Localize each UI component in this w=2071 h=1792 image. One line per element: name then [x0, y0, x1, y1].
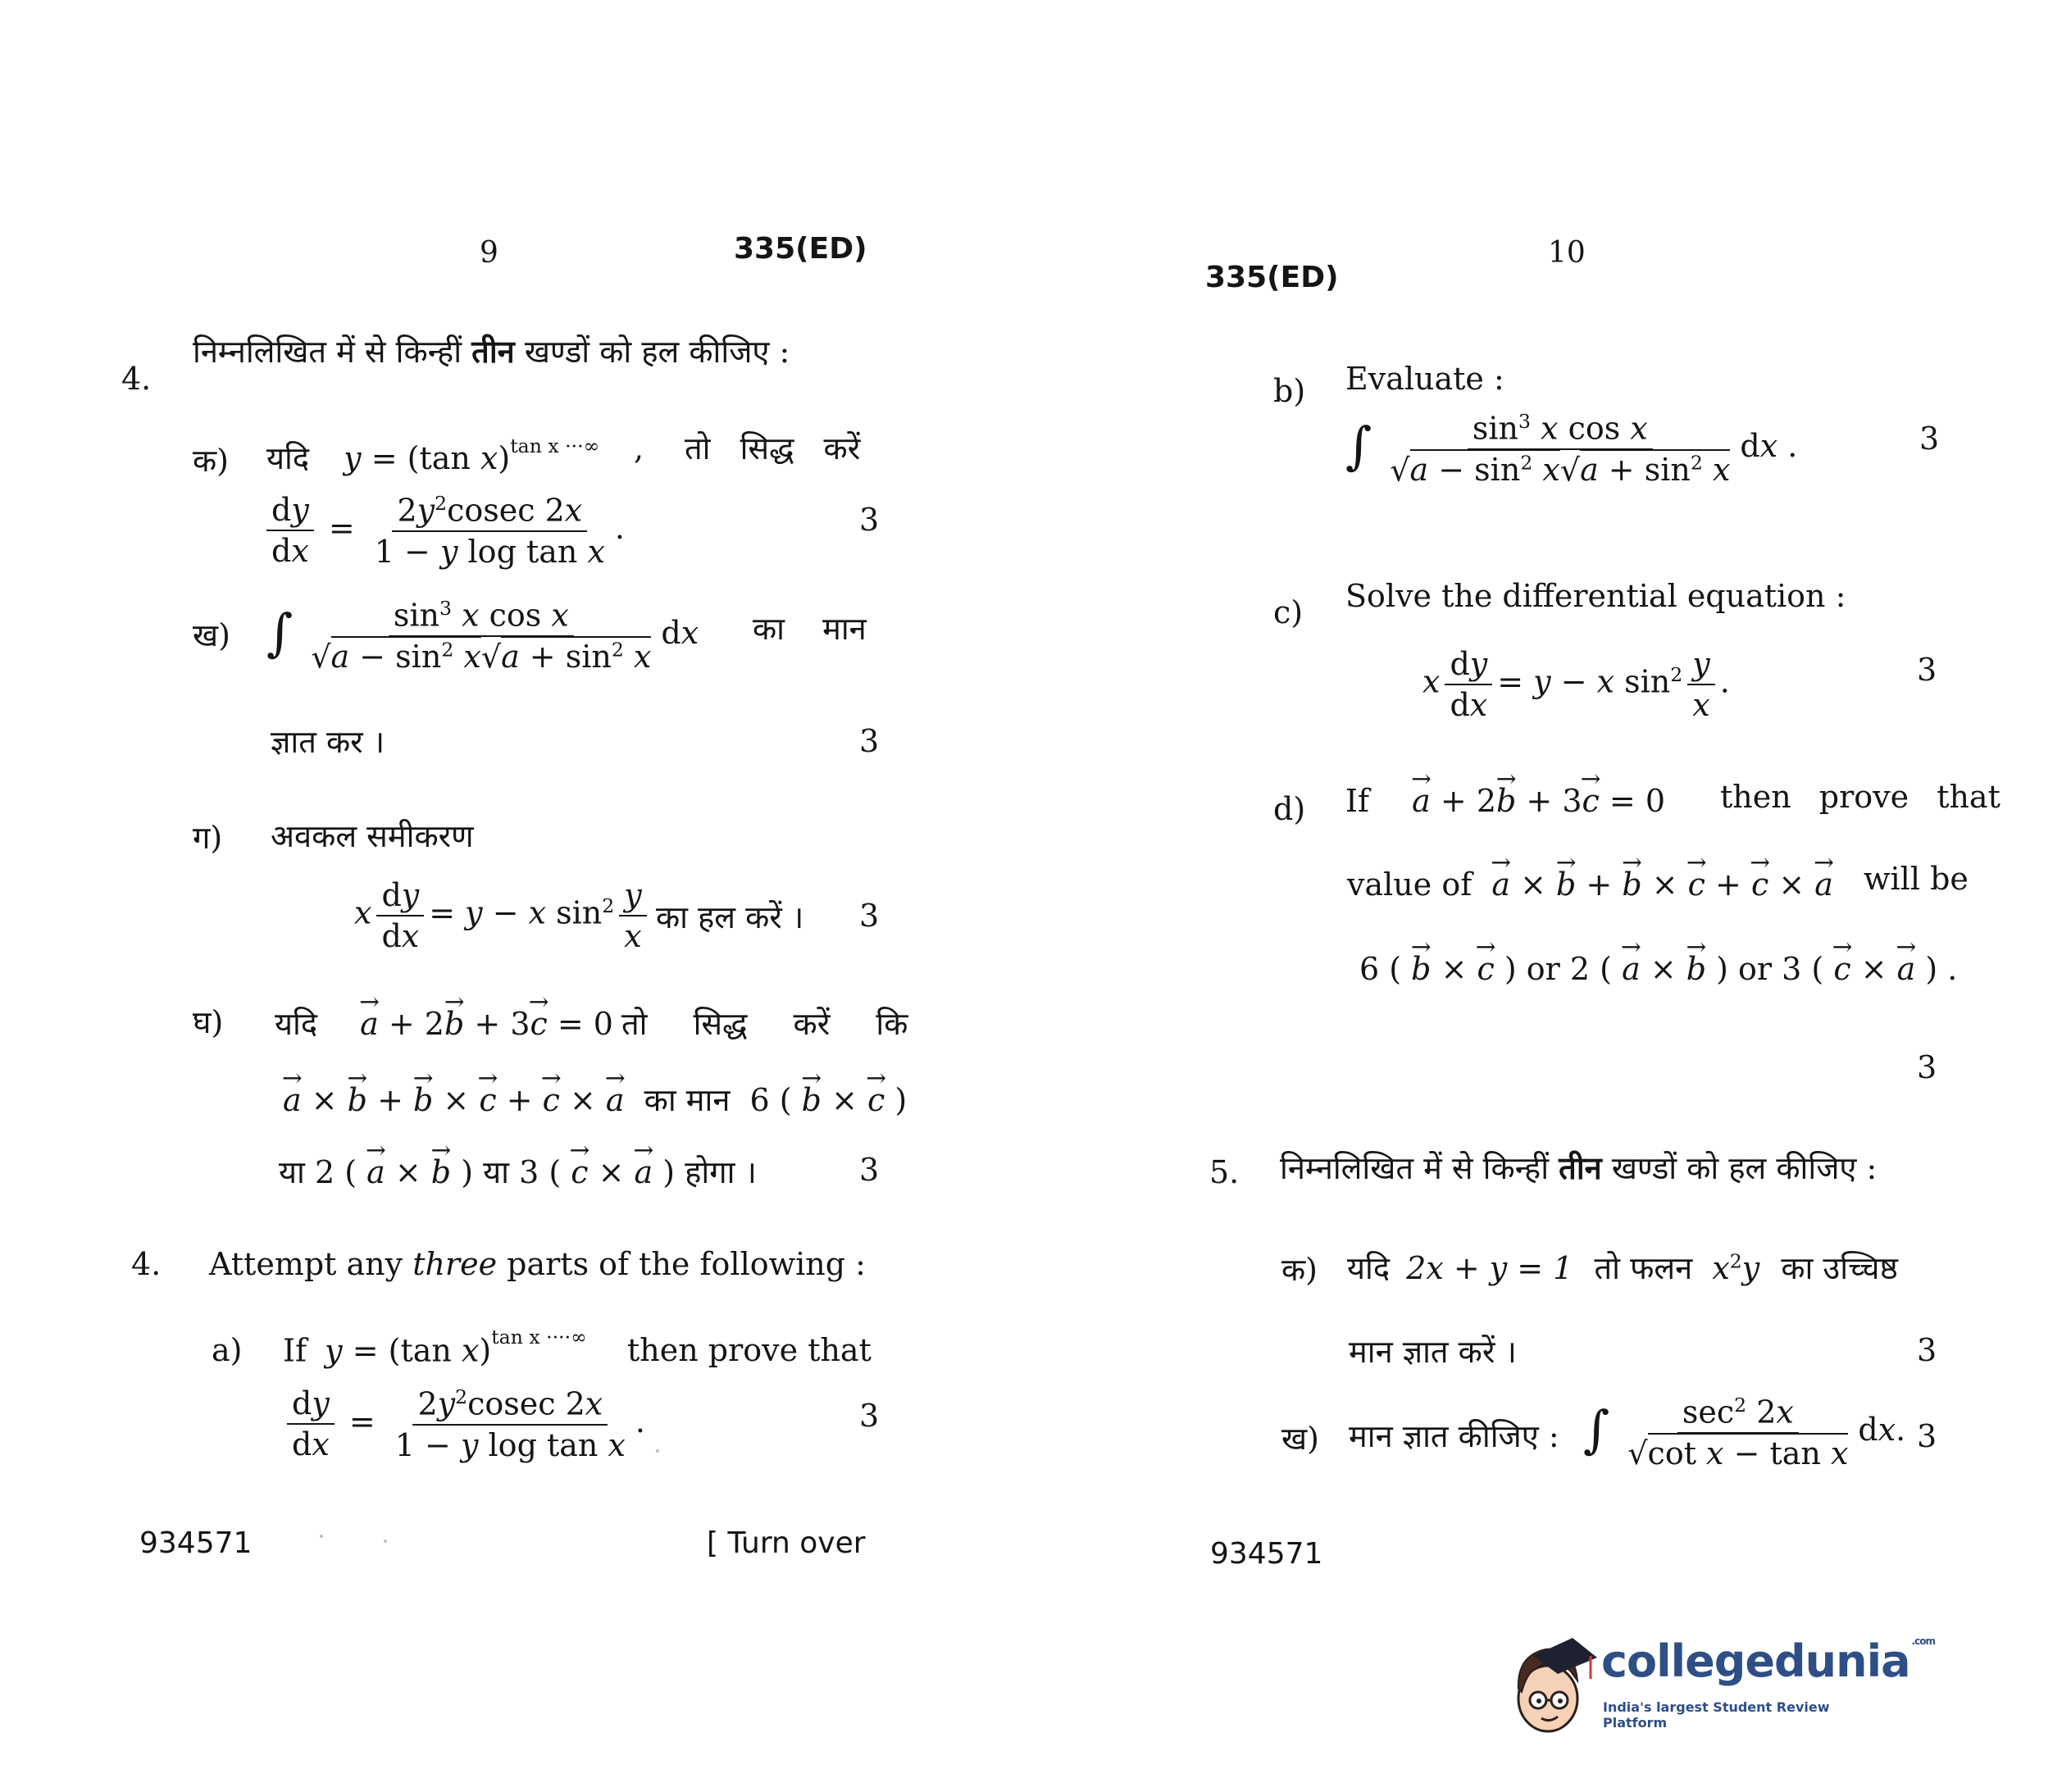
part-label: क) — [1281, 1252, 1318, 1288]
turn-over: [ Turn over — [707, 1526, 866, 1560]
mascot-icon — [1509, 1631, 1599, 1738]
marks: 3 — [1917, 1418, 1937, 1454]
part-label: a) — [212, 1332, 243, 1368]
page-number: 9 — [480, 236, 498, 270]
scan-speck — [384, 1540, 387, 1543]
collegedunia-logo[interactable] — [1509, 1631, 1935, 1738]
part-ka-line2: मान ज्ञात करें । — [1349, 1334, 1517, 1370]
part-a-prove: then prove that — [627, 1332, 872, 1368]
scan-speck — [320, 1535, 323, 1538]
part-kha-suffix: का मान — [753, 611, 867, 647]
page-number: 10 — [1548, 236, 1586, 270]
scan-speck — [656, 1449, 659, 1453]
part-gha-prove: तो सिद्ध करें कि — [621, 1006, 908, 1042]
question-number: 4. — [121, 361, 152, 397]
part-kha-integral: ∫ $\frac{\sin^3 x \cos x}{√a - \sin^2 x√a + \sin^2 x}$ dx — [266, 597, 699, 675]
question-number: 5. — [1209, 1154, 1240, 1190]
part-gha-line2: → a × → b + → b × → c + → c × → a का मान 6 ( → b × → c ) — [283, 1078, 907, 1121]
part-label: b) — [1273, 373, 1306, 409]
part-c-text: Solve the differential equation : — [1345, 578, 1846, 614]
part-label: c) — [1273, 594, 1304, 630]
brand-tagline: India's largest Student Review Platform — [1603, 1699, 1830, 1731]
part-ka-statement: यदि 2x + y = 1 तो फलन $x^2y$ का उच्चिष्ठ — [1347, 1249, 1898, 1286]
marks: 3 — [859, 502, 880, 538]
part-ga-suffix: का हल करें । — [656, 899, 804, 935]
part-kha-integral: ∫ $\frac{\sec^2 2x}{\text{√cot x − tan x}}$ dx. — [1583, 1394, 1906, 1471]
paper-code: 335(ED) — [734, 232, 867, 266]
part-ga-text: अवकल समीकरण — [271, 818, 474, 854]
marks: 3 — [1917, 1332, 1937, 1368]
part-c-equation: x $\frac{dy}{dx}$ = y − x $\sin^2$ $\frac{y}{x}$ . — [1422, 646, 1730, 723]
part-ga-equation: x $\frac{dy}{dx}$ = y − x $\sin^2$ $\frac{y}{x}$ — [354, 877, 652, 954]
question-number: 4. — [131, 1246, 162, 1282]
part-label: ग) — [193, 820, 223, 856]
part-kha-text: मान ज्ञात कीजिए : — [1349, 1418, 1559, 1454]
part-b-integral: ∫ $\frac{\sin^3 x \cos x}{√a - \sin^2 x√a + \sin^2 x}$ dx . — [1345, 410, 1798, 489]
part-label: d) — [1273, 791, 1306, 827]
part-a-equation: $\frac{dy}{dx}$ = $\frac{2y^2cosec 2x}{\text{1 − y log tan x}}$ . — [287, 1385, 645, 1463]
question-intro: निम्नलिखित में से किन्हीं तीन खण्डों को हल कीजिए : — [193, 333, 790, 370]
part-gha-line1: यदि → a + 2→ b + 3→ c = 0 — [275, 1002, 613, 1044]
part-label: क) — [193, 443, 230, 479]
part-gha-line3: या 2 ( → a × → b ) या 3 ( → c × → a ) होगा । — [279, 1150, 757, 1193]
part-d-will-be: will be — [1864, 861, 1969, 897]
part-label: घ) — [193, 1004, 224, 1040]
part-ka-equation: $\frac{dy}{dx}$ = $\frac{2y^2cosec 2x}{\text{1 − y log tan x}}$ . — [266, 492, 625, 570]
comma: , — [634, 430, 644, 466]
footer-code: 934571 — [139, 1526, 253, 1560]
paper-code: 335(ED) — [1205, 261, 1339, 294]
part-d-line1: If → a + 2→ b + 3→ c = 0 — [1345, 783, 1665, 819]
part-label: ख) — [193, 617, 230, 653]
part-b-text: Evaluate : — [1345, 361, 1504, 397]
part-ka-statement: यदि y = (tan x)$^{tan x \cdot\cdot\cdot\infty}$ — [266, 434, 600, 476]
marks: 3 — [1917, 1049, 1937, 1085]
part-d-prove: then prove that — [1720, 779, 2000, 815]
footer-code: 934571 — [1210, 1537, 1323, 1571]
question-intro: निम्नलिखित में से किन्हीं तीन खण्डों को हल कीजिए : — [1280, 1149, 1878, 1186]
part-ka-prove: तो सिद्ध करें — [685, 430, 861, 466]
part-label: ख) — [1281, 1421, 1319, 1457]
marks: 3 — [1919, 421, 1940, 457]
marks: 3 — [859, 723, 880, 759]
question-intro: Attempt any three parts of the following : — [209, 1246, 866, 1282]
part-kha-line2: ज्ञात कर । — [271, 724, 385, 760]
part-a-statement: If y = (tan x)$^{tan x \cdot\cdot\cdot\cdot\infty}$ — [283, 1326, 587, 1369]
marks: 3 — [859, 1152, 880, 1188]
part-d-line2: value of → a × → b + → b × → c + → c × → a — [1347, 866, 1833, 903]
marks: 3 — [1917, 652, 1937, 688]
marks: 3 — [859, 898, 880, 934]
brand-name: collegedunia $^{.com}$ — [1601, 1635, 1935, 1687]
right-page — [1036, 0, 2071, 1792]
part-d-line3: 6 ( → b × → c ) or 2 ( → a × → b ) or 3 ( → c × → a ) . — [1359, 951, 1957, 987]
marks: 3 — [859, 1398, 880, 1434]
